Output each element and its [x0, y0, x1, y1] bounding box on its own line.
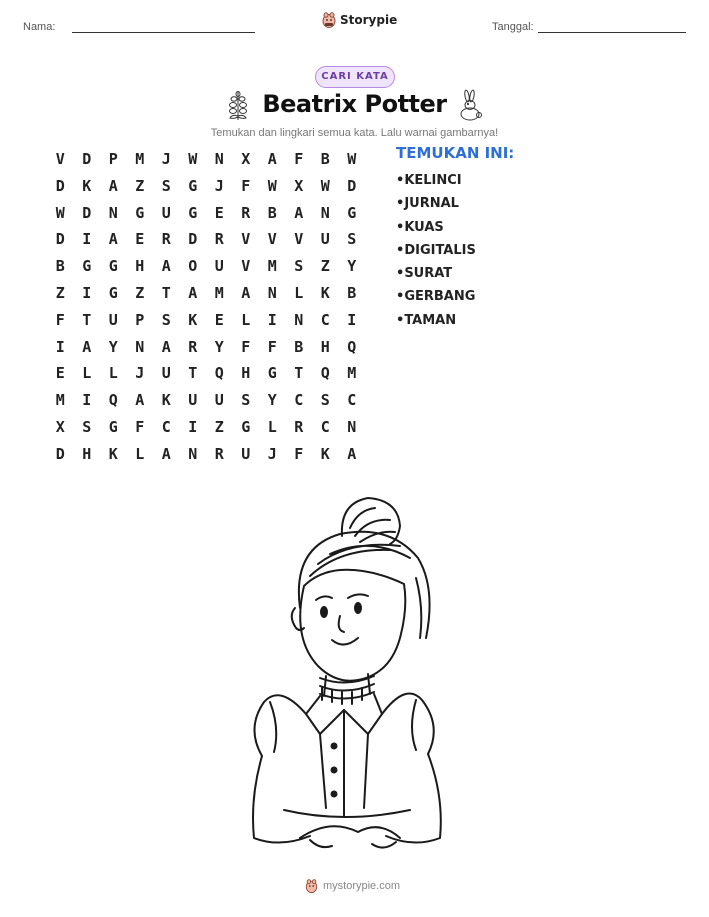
- date-label: Tanggal:: [492, 21, 534, 33]
- grid-cell[interactable]: G: [267, 364, 277, 383]
- grid-cell[interactable]: L: [108, 364, 118, 383]
- grid-cell[interactable]: B: [55, 257, 65, 276]
- storypie-mascot-icon: [305, 879, 318, 893]
- word-list-item: • KUAS: [396, 219, 476, 242]
- grid-cell[interactable]: U: [161, 203, 171, 222]
- word-list-item: • SURAT: [396, 265, 476, 288]
- grid-cell[interactable]: M: [214, 283, 224, 302]
- grid-cell[interactable]: C: [320, 417, 330, 436]
- grid-cell[interactable]: G: [108, 283, 118, 302]
- grid-cell[interactable]: U: [188, 391, 198, 410]
- grid-cell[interactable]: J: [267, 444, 277, 463]
- grid-cell[interactable]: N: [320, 203, 330, 222]
- grid-cell[interactable]: A: [267, 150, 277, 168]
- grid-cell[interactable]: N: [214, 150, 224, 168]
- grid-cell[interactable]: L: [241, 310, 251, 329]
- grid-cell[interactable]: F: [241, 176, 251, 195]
- grid-cell[interactable]: D: [82, 203, 92, 222]
- footer: [305, 879, 400, 893]
- grid-cell[interactable]: S: [294, 257, 304, 276]
- storypie-mascot-icon: [322, 12, 336, 28]
- word-list-item: • TAMAN: [396, 312, 476, 335]
- grid-cell[interactable]: V: [241, 257, 251, 276]
- grid-cell[interactable]: W: [55, 203, 65, 222]
- grid-cell[interactable]: M: [267, 257, 277, 276]
- grid-cell[interactable]: R: [214, 230, 224, 249]
- category-badge: CARI KATA: [315, 66, 395, 88]
- grid-cell[interactable]: C: [347, 391, 357, 410]
- grid-cell[interactable]: K: [320, 444, 330, 463]
- date-field-line[interactable]: [538, 32, 686, 33]
- grid-cell[interactable]: S: [347, 230, 357, 249]
- grid-cell[interactable]: A: [188, 283, 198, 302]
- grid-cell[interactable]: I: [82, 283, 92, 302]
- grid-cell[interactable]: V: [55, 150, 65, 168]
- grid-cell[interactable]: W: [188, 150, 198, 168]
- grid-cell[interactable]: I: [82, 230, 92, 249]
- grid-cell[interactable]: W: [347, 150, 357, 168]
- brand-logo: [322, 12, 397, 28]
- grid-cell[interactable]: G: [135, 203, 145, 222]
- grid-cell[interactable]: M: [55, 391, 65, 410]
- grid-cell[interactable]: H: [320, 337, 330, 356]
- grid-cell[interactable]: A: [347, 444, 357, 463]
- grid-cell[interactable]: E: [214, 203, 224, 222]
- grid-cell[interactable]: G: [188, 176, 198, 195]
- grid-cell[interactable]: Z: [320, 257, 330, 276]
- grid-cell[interactable]: M: [347, 364, 357, 383]
- grid-cell[interactable]: H: [82, 444, 92, 463]
- grid-cell[interactable]: P: [135, 310, 145, 329]
- grid-cell[interactable]: S: [241, 391, 251, 410]
- grid-cell[interactable]: V: [241, 230, 251, 249]
- grid-cell[interactable]: Y: [108, 337, 118, 356]
- grid-cell[interactable]: N: [135, 337, 145, 356]
- grid-cell[interactable]: I: [55, 337, 65, 356]
- grid-cell[interactable]: N: [108, 203, 118, 222]
- grid-cell[interactable]: W: [267, 176, 277, 195]
- grid-cell[interactable]: L: [267, 417, 277, 436]
- grid-cell[interactable]: D: [55, 230, 65, 249]
- word-list-title: TEMUKAN INI:: [396, 144, 515, 162]
- grid-cell[interactable]: D: [55, 176, 65, 195]
- grid-cell[interactable]: O: [188, 257, 198, 276]
- rabbit-icon: [455, 88, 485, 122]
- grid-cell[interactable]: F: [55, 310, 65, 329]
- grid-cell[interactable]: G: [108, 417, 118, 436]
- grid-cell[interactable]: I: [347, 310, 357, 329]
- grid-cell[interactable]: Z: [135, 176, 145, 195]
- grid-cell[interactable]: K: [82, 176, 92, 195]
- grid-cell[interactable]: T: [188, 364, 198, 383]
- grid-cell[interactable]: N: [267, 283, 277, 302]
- grid-cell[interactable]: A: [161, 257, 171, 276]
- instructions: Temukan dan lingkari semua kata. Lalu warnai gambarnya!: [210, 127, 499, 139]
- grid-cell[interactable]: C: [294, 391, 304, 410]
- word-list-item: • GERBANG: [396, 288, 476, 311]
- grid-cell[interactable]: D: [55, 444, 65, 463]
- grid-cell[interactable]: T: [161, 283, 171, 302]
- word-list-item: • KELINCI: [396, 172, 476, 195]
- grid-cell[interactable]: Q: [320, 364, 330, 383]
- grid-cell[interactable]: Q: [108, 391, 118, 410]
- name-label: Nama:: [23, 21, 56, 33]
- grid-cell[interactable]: C: [161, 417, 171, 436]
- grid-cell[interactable]: L: [82, 364, 92, 383]
- footer-url[interactable]: mystorypie.com: [323, 880, 401, 892]
- grid-cell[interactable]: N: [294, 310, 304, 329]
- grid-cell[interactable]: T: [82, 310, 92, 329]
- grid-cell[interactable]: Y: [347, 257, 357, 276]
- grid-cell[interactable]: U: [161, 364, 171, 383]
- grid-cell[interactable]: B: [267, 203, 277, 222]
- grid-cell[interactable]: X: [55, 417, 65, 436]
- grid-cell[interactable]: X: [241, 150, 251, 168]
- grid-cell[interactable]: G: [241, 417, 251, 436]
- grid-cell[interactable]: H: [241, 364, 251, 383]
- grid-cell[interactable]: A: [82, 337, 92, 356]
- grid-cell[interactable]: E: [135, 230, 145, 249]
- grid-cell[interactable]: I: [82, 391, 92, 410]
- word-search-grid: [47, 146, 365, 468]
- word-list-item: • JURNAL: [396, 195, 476, 218]
- grid-cell[interactable]: A: [161, 337, 171, 356]
- grid-cell[interactable]: F: [294, 150, 304, 168]
- grid-cell[interactable]: K: [188, 310, 198, 329]
- grid-cell[interactable]: H: [135, 257, 145, 276]
- grid-cell[interactable]: G: [347, 203, 357, 222]
- grid-cell[interactable]: R: [294, 417, 304, 436]
- grid-cell[interactable]: Z: [55, 283, 65, 302]
- name-field-line[interactable]: [72, 32, 255, 33]
- grid-cell[interactable]: Y: [214, 337, 224, 356]
- grid-cell[interactable]: G: [108, 257, 118, 276]
- grid-cell[interactable]: Z: [135, 283, 145, 302]
- grid-cell[interactable]: I: [188, 417, 198, 436]
- grid-cell[interactable]: K: [320, 283, 330, 302]
- word-list: [396, 172, 476, 335]
- grid-cell[interactable]: Z: [214, 417, 224, 436]
- grid-cell[interactable]: J: [161, 150, 171, 168]
- grid-cell[interactable]: A: [241, 283, 251, 302]
- brand-name: Storypie: [340, 13, 398, 27]
- grid-cell[interactable]: G: [188, 203, 198, 222]
- grid-cell[interactable]: D: [82, 150, 92, 168]
- grid-cell[interactable]: B: [294, 337, 304, 356]
- grid-cell[interactable]: F: [135, 417, 145, 436]
- grid-cell[interactable]: A: [135, 391, 145, 410]
- grid-cell[interactable]: N: [188, 444, 198, 463]
- grid-cell[interactable]: K: [108, 444, 118, 463]
- grid-cell[interactable]: J: [135, 364, 145, 383]
- grid-cell[interactable]: V: [294, 230, 304, 249]
- grid-cell[interactable]: U: [241, 444, 251, 463]
- grid-cell[interactable]: A: [108, 176, 118, 195]
- grid-cell[interactable]: M: [135, 150, 145, 168]
- grid-cell[interactable]: A: [294, 203, 304, 222]
- grid-cell[interactable]: T: [294, 364, 304, 383]
- beatrix-potter-illustration: [240, 488, 465, 858]
- grid-cell[interactable]: S: [320, 391, 330, 410]
- grid-cell[interactable]: Y: [267, 391, 277, 410]
- grid-cell[interactable]: U: [214, 257, 224, 276]
- grid-cell[interactable]: E: [214, 310, 224, 329]
- page-title: Beatrix Potter: [262, 90, 447, 118]
- grid-cell[interactable]: Q: [214, 364, 224, 383]
- grid-cell[interactable]: J: [214, 176, 224, 195]
- grid-cell[interactable]: R: [188, 337, 198, 356]
- grid-cell[interactable]: L: [135, 444, 145, 463]
- grid-cell[interactable]: Q: [347, 337, 357, 356]
- grid-cell[interactable]: D: [347, 176, 357, 195]
- grid-cell[interactable]: D: [188, 230, 198, 249]
- grid-cell[interactable]: B: [347, 283, 357, 302]
- grid-cell[interactable]: F: [294, 444, 304, 463]
- grid-cell[interactable]: A: [161, 444, 171, 463]
- word-list-item: • DIGITALIS: [396, 242, 476, 265]
- grid-cell[interactable]: G: [82, 257, 92, 276]
- grid-cell[interactable]: E: [55, 364, 65, 383]
- grid-cell[interactable]: I: [267, 310, 277, 329]
- grid-cell[interactable]: P: [108, 150, 118, 168]
- grid-cell[interactable]: X: [294, 176, 304, 195]
- grid-cell[interactable]: S: [161, 176, 171, 195]
- grid-cell[interactable]: V: [267, 230, 277, 249]
- grid-cell[interactable]: C: [320, 310, 330, 329]
- grid-cell[interactable]: F: [267, 337, 277, 356]
- grid-cell[interactable]: B: [320, 150, 330, 168]
- grid-cell[interactable]: U: [320, 230, 330, 249]
- grid-cell[interactable]: A: [108, 230, 118, 249]
- grid-cell[interactable]: U: [214, 391, 224, 410]
- grid-cell[interactable]: R: [214, 444, 224, 463]
- grid-cell[interactable]: U: [108, 310, 118, 329]
- grid-cell[interactable]: R: [241, 203, 251, 222]
- grid-cell[interactable]: S: [161, 310, 171, 329]
- grid-cell[interactable]: R: [161, 230, 171, 249]
- grid-cell[interactable]: K: [161, 391, 171, 410]
- grid-cell[interactable]: L: [294, 283, 304, 302]
- grid-cell[interactable]: W: [320, 176, 330, 195]
- grid-cell[interactable]: S: [82, 417, 92, 436]
- grid-cell[interactable]: N: [347, 417, 357, 436]
- grid-cell[interactable]: F: [241, 337, 251, 356]
